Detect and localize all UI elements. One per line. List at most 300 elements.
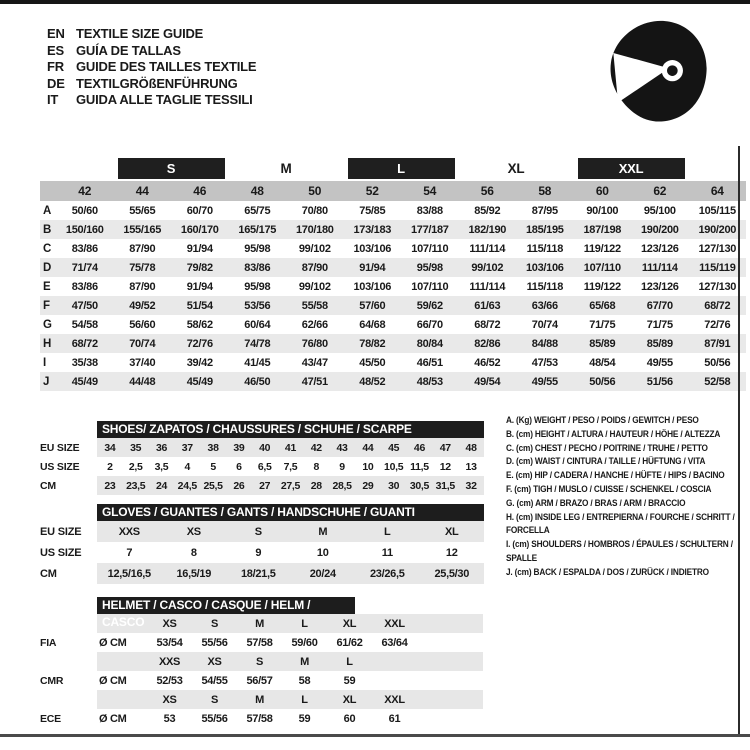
size-cell: 45/50 <box>359 356 386 369</box>
guide-title: TEXTILGRÖßENFÜHRUNG <box>76 75 238 91</box>
size-cell: 50/56 <box>574 372 632 391</box>
size-cell: 37/40 <box>129 356 156 369</box>
legend-item: H. (cm) INSIDE LEG / ENTREPIERNA / FOURCHE / SCHRITT / FORCELLA <box>506 511 735 537</box>
size-cell: 49/55 <box>646 356 673 369</box>
helmet-size-header: XL <box>327 614 372 633</box>
size-cell: 45/49 <box>56 372 114 391</box>
language-row <box>47 76 256 93</box>
right-border <box>738 146 740 734</box>
size-cell: 12 <box>439 460 451 473</box>
language-row <box>47 43 256 60</box>
size-cell: 107/110 <box>411 280 449 293</box>
size-cell: 7 <box>126 546 133 559</box>
column-header: 46 <box>171 181 229 201</box>
helmet-icon <box>598 14 716 132</box>
size-cell: 111/114 <box>469 242 506 255</box>
size-cell: 65/75 <box>244 204 271 217</box>
size-band-label: XXL <box>578 158 685 179</box>
size-cell: 5 <box>210 460 216 473</box>
size-band-empty <box>56 155 114 181</box>
helmet-size-cell: 59/60 <box>291 636 318 649</box>
guide-title: GUIDE DES TAILLES TEXTILE <box>76 59 257 74</box>
size-cell: 103/106 <box>353 242 392 255</box>
size-cell: 65/68 <box>574 296 632 315</box>
filler <box>417 690 483 709</box>
size-cell: 35 <box>123 438 149 457</box>
size-cell: S <box>226 521 291 542</box>
size-cell: 87/91 <box>689 334 747 353</box>
row-letter: B <box>40 220 56 239</box>
filler <box>417 652 483 671</box>
size-cell: 190/200 <box>631 220 689 239</box>
legend-item: C. (cm) CHEST / PECHO / POITRINE / TRUHE / PETTO <box>506 442 708 454</box>
diameter-label: Ø CM <box>99 674 127 687</box>
size-cell: 41/45 <box>244 356 271 369</box>
column-header: 62 <box>631 181 689 201</box>
helmet-size-cell: 53/54 <box>156 636 183 649</box>
language-code: DE <box>47 75 65 91</box>
size-cell: 58/62 <box>186 318 213 331</box>
top-border <box>0 0 750 4</box>
helmet-size-cell: 57/58 <box>246 712 273 725</box>
size-cell: 71/74 <box>56 258 114 277</box>
strip-row <box>40 476 484 495</box>
ocm-spacer <box>97 690 147 709</box>
helmet-size-cell: 55/56 <box>201 636 228 649</box>
row-label: EU SIZE <box>40 438 97 457</box>
size-cell: 87/90 <box>129 242 156 255</box>
row-spacer <box>40 614 97 633</box>
helmet-size-cell: 56/57 <box>246 674 273 687</box>
size-cell: 127/130 <box>698 242 737 255</box>
size-cell: 99/102 <box>298 242 331 255</box>
size-cell: 47/53 <box>531 356 558 369</box>
row-letter: F <box>40 296 56 315</box>
size-cell: 52/58 <box>689 372 747 391</box>
size-cell: 75/85 <box>359 204 386 217</box>
size-cell: 95/98 <box>244 280 271 293</box>
row-label: EU SIZE <box>40 521 97 542</box>
size-cell: 87/90 <box>286 258 344 277</box>
row-label: US SIZE <box>40 546 82 559</box>
helmet-values-row <box>40 671 483 690</box>
helmet-size-header: S <box>192 690 237 709</box>
size-cell: 76/80 <box>286 334 344 353</box>
legend-item: I. (cm) SHOULDERS / HOMBROS / ÉPAULES / SCHULTERN / SPALLE <box>506 539 733 564</box>
row-spacer <box>40 690 97 709</box>
size-cell: 51/54 <box>171 296 229 315</box>
size-cell: 3,5 <box>154 460 169 473</box>
size-cell: 30 <box>381 476 407 495</box>
size-cell: 2,5 <box>128 460 143 473</box>
size-cell: 45 <box>381 438 407 457</box>
size-cell: 30,5 <box>407 476 433 495</box>
size-cell: L <box>355 521 420 542</box>
size-cell: 32 <box>458 476 484 495</box>
size-cell: 115/118 <box>526 280 564 293</box>
size-cell: 6 <box>236 460 242 473</box>
size-cell: 68/72 <box>474 318 501 331</box>
size-cell: 29 <box>355 476 381 495</box>
size-cell: 48/53 <box>401 372 459 391</box>
helmet-size-header: S <box>237 652 282 671</box>
legend-item: D. (cm) WAIST / CINTURA / TAILLE / HÜFTUNG / VITA <box>506 456 706 468</box>
strip-row <box>40 438 484 457</box>
size-cell: 36 <box>149 438 175 457</box>
org-label: ECE <box>40 712 61 725</box>
language-code: IT <box>47 92 59 107</box>
size-cell: 105/115 <box>698 204 736 217</box>
size-cell: 103/106 <box>353 280 392 293</box>
guide-title: GUÍA DE TALLAS <box>76 42 181 58</box>
column-header: 56 <box>459 181 517 201</box>
language-code: EN <box>47 26 65 41</box>
size-cell: 47/50 <box>56 296 114 315</box>
legend-item: G. (cm) ARM / BRAZO / BRAS / ARM / BRACCIO <box>506 497 686 509</box>
size-cell: 91/94 <box>344 258 402 277</box>
size-cell: 182/190 <box>459 220 517 239</box>
legend-item: F. (cm) TIGH / MUSLO / CUISSE / SCHENKEL / COSCIA <box>506 483 712 495</box>
size-cell: 83/86 <box>71 242 98 255</box>
size-cell: 38 <box>200 438 226 457</box>
column-header: 60 <box>574 181 632 201</box>
size-cell: 57/60 <box>344 296 402 315</box>
size-cell: 187/198 <box>574 220 632 239</box>
column-header: 54 <box>401 181 459 201</box>
size-cell: 10 <box>362 460 374 473</box>
row-letter: E <box>43 280 51 293</box>
size-cell: 27,5 <box>278 476 304 495</box>
helmet-values-row <box>40 633 483 652</box>
strip-row <box>40 457 484 476</box>
size-cell: 46 <box>407 438 433 457</box>
size-cell: 165/175 <box>229 220 287 239</box>
size-cell: 27 <box>252 476 278 495</box>
helmet-size-header: L <box>327 652 372 671</box>
row-letter: J <box>40 372 56 391</box>
shoes-size-table <box>40 421 484 495</box>
size-cell: 35/38 <box>71 356 98 369</box>
size-cell: 43 <box>329 438 355 457</box>
size-cell: 23 <box>97 476 123 495</box>
legend-item: J. (cm) BACK / ESPALDA / DOS / ZURÜCK / INDIETRO <box>506 566 709 578</box>
size-cell: 150/160 <box>56 220 114 239</box>
size-cell: 48/52 <box>344 372 402 391</box>
size-cell: 95/98 <box>401 258 459 277</box>
helmet-size-header: XXL <box>372 690 417 709</box>
size-cell: 50/56 <box>704 356 731 369</box>
column-header: 50 <box>286 181 344 201</box>
org-label: CMR <box>40 674 64 687</box>
filler <box>417 709 483 728</box>
helmet-size-header: XS <box>147 690 192 709</box>
helmet-size-table <box>40 597 483 728</box>
clothing-row-C <box>40 239 746 258</box>
helmet-size-header: S <box>192 614 237 633</box>
size-cell: 119/122 <box>583 280 621 293</box>
size-cell: 56/60 <box>129 318 156 331</box>
row-spacer <box>40 652 97 671</box>
size-cell: 107/110 <box>574 258 632 277</box>
org-label: FIA <box>40 636 57 649</box>
size-cell: 28,5 <box>329 476 355 495</box>
size-cell: 119/122 <box>583 242 621 255</box>
size-cell: 190/200 <box>689 220 747 239</box>
filler <box>417 671 483 690</box>
size-cell: 55/65 <box>129 204 156 217</box>
size-cell: 115/118 <box>526 242 564 255</box>
size-cell: XXS <box>97 521 162 542</box>
guide-title: GUIDA ALLE TAGLIE TESSILI <box>76 92 253 107</box>
size-cell: 40 <box>252 438 278 457</box>
size-cell: 44/48 <box>114 372 172 391</box>
column-header: 42 <box>56 181 114 201</box>
size-cell: 55/58 <box>286 296 344 315</box>
helmet-sizes-row <box>40 652 483 671</box>
size-cell: 155/165 <box>114 220 172 239</box>
size-band-m: M <box>280 160 292 176</box>
size-cell: 83/88 <box>416 204 443 217</box>
size-cell: 9 <box>339 460 345 473</box>
clothing-row-J <box>40 372 746 391</box>
size-cell: 10,5 <box>384 460 404 473</box>
size-cell: 18/21,5 <box>226 563 291 584</box>
clothing-row-G <box>40 315 746 334</box>
language-code: FR <box>47 59 64 74</box>
size-cell: 49/52 <box>114 296 172 315</box>
helmet-size-header: XXL <box>372 614 417 633</box>
size-cell: 75/78 <box>114 258 172 277</box>
measurement-legend <box>506 414 741 580</box>
helmet-size-cell: 52/53 <box>156 674 183 687</box>
size-cell: 95/98 <box>244 242 271 255</box>
helmet-size-cell <box>372 671 417 690</box>
helmet-table-grid <box>40 614 483 728</box>
column-header: 58 <box>516 181 574 201</box>
row-letter: I <box>43 356 46 369</box>
helmet-size-cell: 54/55 <box>201 674 228 687</box>
size-cell: 123/126 <box>640 242 679 255</box>
helmet-size-cell: 58 <box>298 674 311 687</box>
row-label: CM <box>40 476 97 495</box>
size-cell: 46/51 <box>416 356 443 369</box>
size-cell: 23/26,5 <box>355 563 420 584</box>
row-letter: D <box>40 258 56 277</box>
size-cell: 177/187 <box>401 220 459 239</box>
size-cell: 85/92 <box>474 204 501 217</box>
row-label: US SIZE <box>40 460 80 473</box>
column-header: 48 <box>229 181 287 201</box>
clothing-row-B <box>40 220 746 239</box>
helmet-size-cell: 61/62 <box>336 636 363 649</box>
size-cell: 2 <box>107 460 113 473</box>
size-cell: 60/70 <box>186 204 213 217</box>
strip-row <box>40 542 484 563</box>
size-cell: 99/102 <box>298 280 331 293</box>
size-cell: 74/78 <box>229 334 287 353</box>
size-cell: 87/90 <box>129 280 156 293</box>
language-title-list <box>47 26 256 109</box>
size-cell: 8 <box>313 460 320 473</box>
size-cell: 103/106 <box>516 258 574 277</box>
gloves-size-table <box>40 504 484 584</box>
size-cell: XL <box>420 521 485 542</box>
size-cell: 91/94 <box>186 280 213 293</box>
language-code: ES <box>47 42 64 58</box>
size-cell: 72/76 <box>704 318 731 331</box>
size-cell: 49/55 <box>516 372 574 391</box>
guide-title: TEXTILE SIZE GUIDE <box>76 26 204 41</box>
size-cell: 53/56 <box>229 296 287 315</box>
size-cell: 59/62 <box>401 296 459 315</box>
size-cell: 12,5/16,5 <box>97 563 162 584</box>
size-band-xl: XL <box>507 160 525 176</box>
helmet-size-header: M <box>282 652 327 671</box>
size-cell: 85/89 <box>574 334 632 353</box>
legend-item: A. (Kg) WEIGHT / PESO / POIDS / GEWITCH / PESO <box>506 415 699 426</box>
numbers-row-corner <box>40 181 56 201</box>
size-cell: 44 <box>355 438 381 457</box>
gloves-table-title: GLOVES / GUANTES / GANTS / HANDSCHUHE / GUANTI <box>97 504 484 521</box>
size-cell: 107/110 <box>411 242 449 255</box>
size-cell: 84/88 <box>516 334 574 353</box>
helmet-sizes-row <box>40 690 483 709</box>
clothing-table-grid <box>40 155 746 391</box>
size-cell: 83/86 <box>71 280 98 293</box>
size-cell: 67/70 <box>631 296 689 315</box>
helmet-table-title: HELMET / CASCO / CASQUE / HELM / CASCO <box>97 597 355 614</box>
size-cell: 91/94 <box>186 242 213 255</box>
size-band-s <box>114 155 229 181</box>
size-cell: 7,5 <box>283 460 298 473</box>
size-cell: 34 <box>97 438 123 457</box>
size-cell: 47/51 <box>286 372 344 391</box>
column-header: 44 <box>114 181 172 201</box>
clothing-row-A <box>40 201 746 220</box>
size-cell: 170/180 <box>286 220 344 239</box>
size-cell: 111/114 <box>469 280 506 293</box>
size-cell: 60/64 <box>244 318 271 331</box>
clothing-row-F <box>40 296 746 315</box>
size-cell: 31,5 <box>432 476 458 495</box>
helmet-size-header: XXS <box>147 652 192 671</box>
size-cell: 49/54 <box>459 372 517 391</box>
size-cell: 72/76 <box>171 334 229 353</box>
size-cell: 25,5/30 <box>420 563 485 584</box>
helmet-size-cell: 55/56 <box>201 712 228 725</box>
helmet-size-header: M <box>237 690 282 709</box>
size-cell: 68/72 <box>56 334 114 353</box>
helmet-size-cell: 63/64 <box>381 636 408 649</box>
size-cell: 78/82 <box>344 334 402 353</box>
size-cell: 24 <box>149 476 175 495</box>
helmet-size-header: XL <box>327 690 372 709</box>
size-cell: 79/82 <box>171 258 229 277</box>
size-band-label: L <box>348 158 455 179</box>
legend-item: E. (cm) HIP / CADERA / HANCHE / HÜFTE / HIPS / BACINO <box>506 470 725 482</box>
row-letter: H <box>40 334 56 353</box>
size-cell: 62/66 <box>301 318 328 331</box>
column-header: 52 <box>344 181 402 201</box>
size-cell: 41 <box>278 438 304 457</box>
clothing-size-table <box>40 155 746 391</box>
filler <box>417 614 483 633</box>
size-cell: 115/119 <box>689 258 747 277</box>
size-cell: 4 <box>184 460 191 473</box>
size-cell: 61/63 <box>459 296 517 315</box>
size-cell: 66/70 <box>416 318 443 331</box>
size-cell: XS <box>162 521 227 542</box>
language-row <box>47 92 256 109</box>
legend-item: B. (cm) HEIGHT / ALTURA / HAUTEUR / HÖHE / ALTEZZA <box>506 428 721 440</box>
size-cell: 42 <box>303 438 329 457</box>
size-cell: 71/75 <box>589 318 616 331</box>
size-cell: 13 <box>465 460 477 473</box>
size-cell: 12 <box>445 546 458 559</box>
helmet-size-cell: 61 <box>388 712 401 725</box>
size-cell: 39 <box>226 438 252 457</box>
size-cell: 111/114 <box>631 258 689 277</box>
helmet-size-header: M <box>237 614 282 633</box>
size-cell: 28 <box>303 476 329 495</box>
size-cell: 173/183 <box>344 220 402 239</box>
size-cell: 37 <box>174 438 200 457</box>
ocm-spacer <box>97 652 147 671</box>
helmet-size-header: XS <box>192 652 237 671</box>
size-band-xxl <box>574 155 689 181</box>
size-cell: 160/170 <box>171 220 229 239</box>
size-cell: 85/89 <box>631 334 689 353</box>
helmet-size-header <box>372 652 417 671</box>
shoes-table-grid <box>40 438 484 495</box>
helmet-size-cell: 60 <box>343 712 356 725</box>
size-cell: 46/50 <box>229 372 287 391</box>
row-label: CM <box>40 563 97 584</box>
size-cell: 23,5 <box>123 476 149 495</box>
size-band-empty <box>40 155 56 181</box>
size-cell: 71/75 <box>646 318 673 331</box>
size-cell: 46/52 <box>474 356 501 369</box>
size-cell: 70/74 <box>531 318 558 331</box>
shoes-table-title: SHOES/ ZAPATOS / CHAUSSURES / SCHUHE / SCARPE <box>97 421 484 438</box>
size-band-l <box>344 155 459 181</box>
size-cell: 47 <box>432 438 458 457</box>
size-cell: 6,5 <box>257 460 272 473</box>
size-band-label: S <box>118 158 225 179</box>
helmet-size-header: L <box>282 614 327 633</box>
gloves-table-grid <box>40 521 484 584</box>
size-cell: 68/72 <box>689 296 747 315</box>
row-letter: A <box>43 204 52 217</box>
size-cell: 9 <box>255 546 262 559</box>
diameter-label: Ø CM <box>99 712 127 725</box>
size-cell: 123/126 <box>640 280 679 293</box>
size-cell: 90/100 <box>586 204 619 217</box>
size-cell: 64/68 <box>359 318 386 331</box>
size-cell: 10 <box>316 546 329 559</box>
helmet-size-cell: 59 <box>343 674 356 687</box>
helmet-size-header: XS <box>147 614 192 633</box>
size-cell: 185/195 <box>516 220 574 239</box>
size-cell: 48/54 <box>589 356 616 369</box>
helmet-values-row <box>40 709 483 728</box>
column-header: 64 <box>689 181 747 201</box>
helmet-size-cell: 57/58 <box>246 636 273 649</box>
size-cell: 95/100 <box>643 204 676 217</box>
size-cell: 16,5/19 <box>162 563 227 584</box>
size-cell: 48 <box>458 438 484 457</box>
strip-row <box>40 521 484 542</box>
